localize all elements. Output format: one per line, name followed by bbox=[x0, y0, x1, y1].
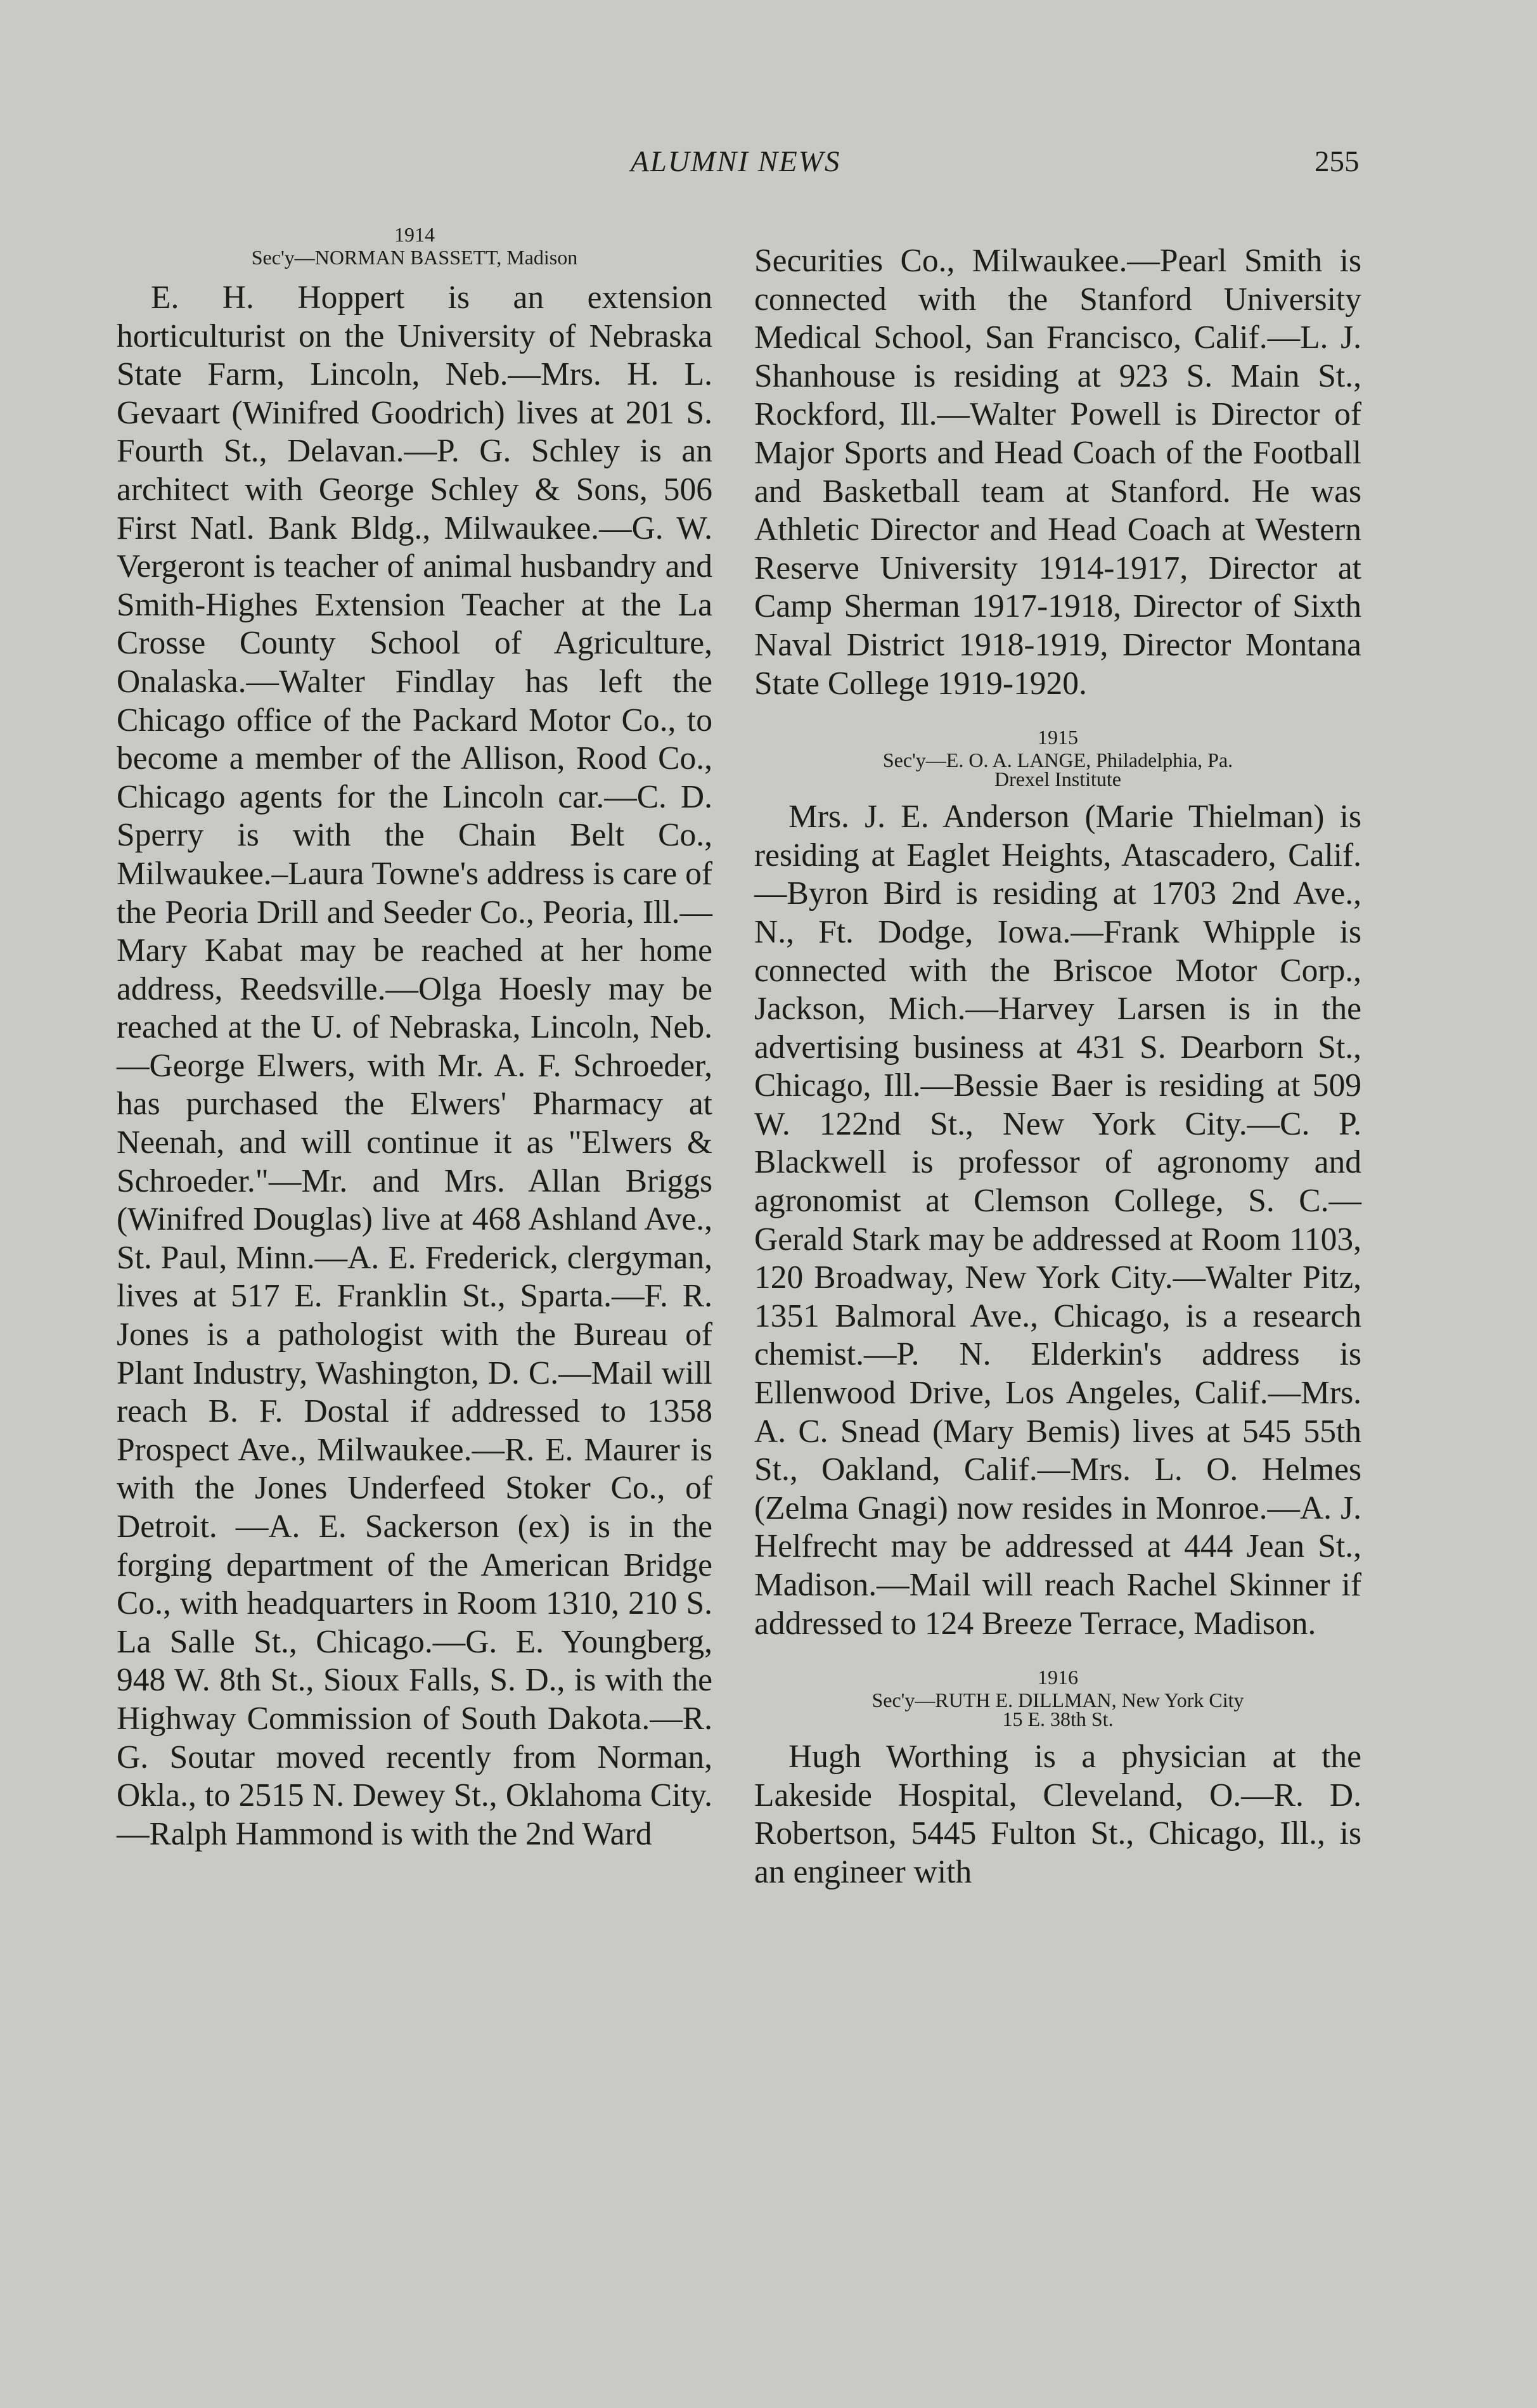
left-column bbox=[117, 223, 712, 1853]
class-secretary-1916: Sec'y—RUTH E. DILLMAN, New York City bbox=[871, 1689, 1244, 1712]
class-secretary-1915: Sec'y—E. O. A. LANGE, Philadelphia, Pa. bbox=[882, 749, 1233, 772]
class-year-1915: 1915 bbox=[1038, 726, 1078, 749]
class-notes-1914-continued: Securities Co., Milwaukee.—Pearl Smith is connected with the Stanford University Medical School, San Francisco, Calif.—L. J. Shanhouse is residing at 923 S. Main St., Rockford, Ill.—Walter Powell is Director of Major Sports and Head Coach of the Football and Basketball team at Stanford. He was Athletic Director and Head Coach at Western Reserve University 1914-1917, Director at Camp Sherman 1917-1918, Director of Sixth Naval District 1918-1919, Director Montana State College 1919-1920. bbox=[754, 243, 1361, 702]
class-year-1914: 1914 bbox=[394, 223, 435, 246]
running-head bbox=[0, 145, 1537, 189]
class-notes-1916: Hugh Worthing is a physician at the Lakeside Hospital, Cleveland, O.—R. D. Robertson, 5445 Fulton St., Chicago, Ill., is an engineer with bbox=[754, 1739, 1361, 1890]
class-secretary-1915-institution: Drexel Institute bbox=[994, 768, 1121, 791]
running-title: ALUMNI NEWS bbox=[631, 145, 841, 178]
page-number: 255 bbox=[1315, 145, 1360, 178]
class-notes-1915: Mrs. J. E. Anderson (Marie Thielman) is residing at Eaglet Heights, Atascadero, Calif.—Byron Bird is residing at 1703 2nd Ave., N., Ft. Dodge, Iowa.—Frank Whipple is connected with the Briscoe Motor Corp., Jackson, Mich.—Harvey Larsen is in the advertising business at 431 S. Dearborn St., Chicago, Ill.—Bessie Baer is residing at 509 W. 122nd St., New York City.—C. P. Blackwell is professor of agronomy and agronomist at Clemson College, S. C.—Gerald Stark may be addressed at Room 1103, 120 Broadway, New York City.—Walter Pitz, 1351 Balmoral Ave., Chicago, is a research chemist.—P. N. Elderkin's address is Ellenwood Drive, Los Angeles, Calif.—Mrs. A. C. Snead (Mary Bemis) lives at 545 55th St., Oakland, Calif.—Mrs. L. O. Helmes (Zelma Gnagi) now resides in Monroe.—A. J. Helfrecht may be addressed at 444 Jean St., Madison.—Mail will reach Rachel Skinner if addressed to 124 Breeze Terrace, Madison. bbox=[754, 799, 1361, 1642]
class-secretary-1916-address: 15 E. 38th St. bbox=[1002, 1708, 1114, 1731]
class-notes-1914: E. H. Hoppert is an extension horticulturist on the University of Nebraska State Farm, Lincoln, Neb.—Mrs. H. L. Gevaart (Winifred Goodrich) lives at 201 S. Fourth St., Delavan.—P. G. Schley is an architect with George Schley & Sons, 506 First Natl. Bank Bldg., Milwaukee.—G. W. Vergeront is teacher of animal husbandry and Smith-Highes Extension Teacher at the La Crosse County School of Agriculture, Onalaska.—Walter Findlay has left the Chicago office of the Packard Motor Co., to become a member of the Allison, Rood Co., Chicago agents for the Lincoln car.—C. D. Sperry is with the Chain Belt Co., Milwaukee.–Laura Towne's address is care of the Peoria Drill and Seeder Co., Peoria, Ill.—Mary Kabat may be reached at her home address, Reedsville.—Olga Hoesly may be reached at the U. of Nebraska, Lincoln, Neb.—George Elwers, with Mr. A. F. Schroeder, has purchased the Elwers' Pharmacy at Neenah, and will continue it as "Elwers & Schroeder."—Mr. and Mrs. Allan Briggs (Winifred Douglas) live at 468 Ashland Ave., St. Paul, Minn.—A. E. Frederick, clergyman, lives at 517 E. Franklin St., Sparta.—F. R. Jones is a pathologist with the Bureau of Plant Industry, Washington, D. C.—Mail will reach B. F. Dostal if addressed to 1358 Prospect Ave., Milwaukee.—R. E. Maurer is with the Jones Underfeed Stoker Co., of Detroit. —A. E. Sackerson (ex) is in the forging department of the American Bridge Co., with headquarters in Room 1310, 210 S. La Salle St., Chicago.—G. E. Youngberg, 948 W. 8th St., Sioux Falls, S. D., is with the Highway Commission of South Dakota.—R. G. Soutar moved recently from Norman, Okla., to 2515 N. Dewey St., Oklahoma City.—Ralph Hammond is with the 2nd Ward bbox=[117, 280, 712, 1852]
right-column bbox=[754, 242, 1361, 1892]
class-year-1916: 1916 bbox=[1038, 1666, 1078, 1689]
class-secretary-1914: Sec'y—NORMAN BASSETT, Madison bbox=[251, 246, 578, 269]
